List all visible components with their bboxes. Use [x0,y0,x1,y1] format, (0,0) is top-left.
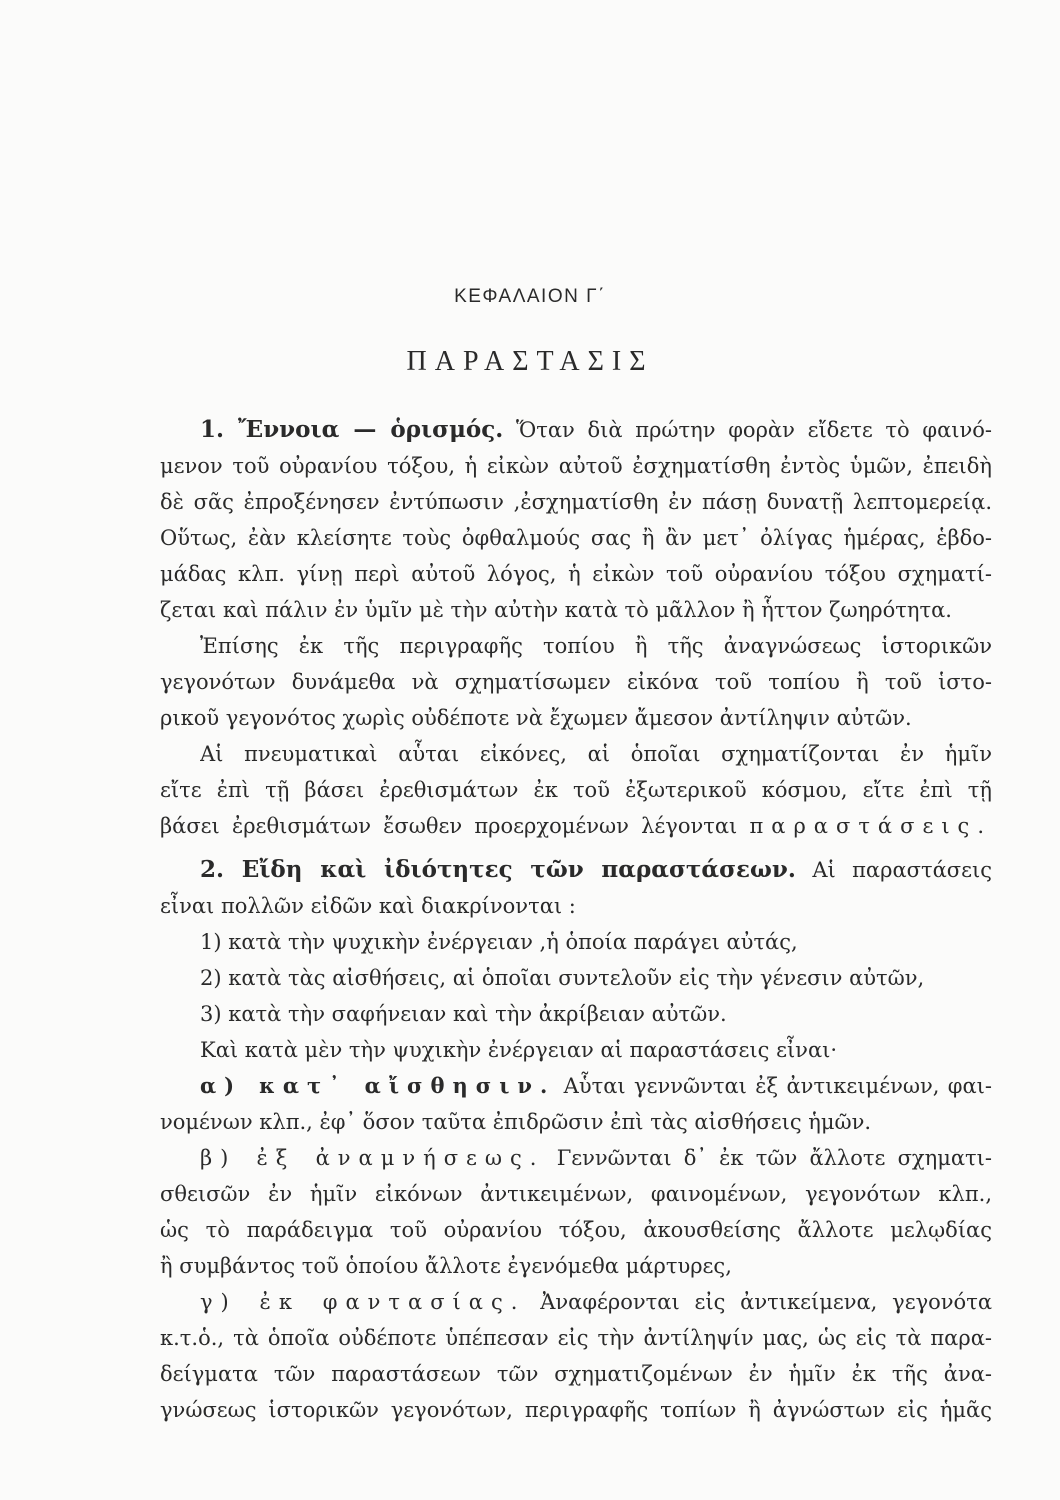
paragraph-line: γ) ἐκ φαντασίας. Ἀναφέρονται εἰς ἀντικείμενα, γεγονότα [200,1290,992,1314]
list-item: 3) κατὰ τὴν σαφήνειαν καὶ τὴν ἀκρίβειαν αὐτῶν. [200,1002,727,1026]
section-heading: 1. Ἔννοια — ὁρισμός. [200,416,504,443]
paragraph-line: σθεισῶν ἐν ἡμῖν εἰκόνων ἀντικειμένων, φαινομένων, γεγονότων κλπ., [160,1182,992,1206]
paragraph-line: δὲ σᾶς ἐπροξένησεν ἐντύπωσιν ,ἐσχηματίσθη ἐν πάσῃ δυνατῇ λεπτομερείᾳ. [160,490,992,514]
paragraph-line: βάσει ἐρεθισμάτων ἔσωθεν προερχομένων λέγονται παραστάσεις. [160,814,992,838]
paragraph-line: νομένων κλπ., ἐφ᾽ ὅσον ταῦτα ἐπιδρῶσιν ἐπὶ τὰς αἰσθήσεις ἡμῶν. [160,1110,872,1134]
term-spaced: β) ἐξ ἀναμνήσεως. [200,1146,545,1170]
paragraph-line: 2. Εἴδη καὶ ἰδιότητες τῶν παραστάσεων. Αἱ παραστάσεις [200,856,992,883]
paragraph-line: Οὕτως, ἐὰν κλείσητε τοὺς ὀφθαλμούς σας ἢ ἂν μετ᾽ ὀλίγας ἡμέρας, ἑβδο- [160,526,992,550]
paragraph-line: 1. Ἔννοια — ὁρισμός. Ὅταν διὰ πρώτην φορὰν εἴδετε τὸ φαινό- [200,416,992,443]
paragraph-line: εἴτε ἐπὶ τῇ βάσει ἐρεθισμάτων ἐκ τοῦ ἐξωτερικοῦ κόσμου, εἴτε ἐπὶ τῇ [160,778,992,802]
list-item: 1) κατὰ τὴν ψυχικὴν ἐνέργειαν ,ἡ ὁποία παράγει αὐτάς, [200,930,798,954]
paragraph-line: δείγματα τῶν παραστάσεων τῶν σχηματιζομένων ἐν ἡμῖν ἐκ τῆς ἀνα- [160,1362,992,1386]
paragraph-line: ζεται καὶ πάλιν ἐν ὑμῖν μὲ τὴν αὐτὴν κατὰ τὸ μᾶλλον ἢ ἧττον ζωηρότητα. [160,598,952,622]
term-spaced: γ) ἐκ φαντασίας. [200,1290,526,1314]
chapter-heading: ΚΕΦΑΛΑΙΟΝ Γ΄ [454,286,606,307]
paragraph-line: Καὶ κατὰ μὲν τὴν ψυχικὴν ἐνέργειαν αἱ παραστάσεις εἶναι· [200,1038,838,1062]
chapter-title: ΠΑΡΑΣΤΑΣΙΣ [406,346,654,377]
paragraph-line: β) ἐξ ἀναμνήσεως. Γεννῶνται δ᾽ ἐκ τῶν ἄλλοτε σχηματι- [200,1146,992,1170]
list-item: 2) κατὰ τὰς αἰσθήσεις, αἱ ὁποῖαι συντελοῦν εἰς τὴν γένεσιν αὐτῶν, [200,966,925,990]
paragraph-line: μάδας κλπ. γίνῃ περὶ αὐτοῦ λόγος, ἡ εἰκὼν τοῦ οὐρανίου τόξου σχηματί- [160,562,992,586]
paragraph-line: γνώσεως ἱστορικῶν γεγονότων, περιγραφῆς τοπίων ἢ ἀγνώστων εἰς ἡμᾶς [160,1398,992,1422]
paragraph-line: α) κατ᾽ αἴσθησιν. Αὗται γεννῶνται ἐξ ἀντικειμένων, φαι- [200,1073,992,1098]
paragraph-line: ρικοῦ γεγονότος χωρὶς οὐδέποτε νὰ ἔχωμεν ἄμεσον ἀντίληψιν αὐτῶν. [160,706,912,730]
paragraph-line: Ἐπίσης ἐκ τῆς περιγραφῆς τοπίου ἢ τῆς ἀναγνώσεως ἱστορικῶν [200,634,992,658]
section-heading: 2. Εἴδη καὶ ἰδιότητες τῶν παραστάσεων. [200,856,796,883]
paragraph-line: ὡς τὸ παράδειγμα τοῦ οὐρανίου τόξου, ἀκουσθείσης ἄλλοτε μελῳδίας [160,1218,992,1242]
paragraph-line: κ.τ.ὁ., τὰ ὁποῖα οὐδέποτε ὑπέπεσαν εἰς τὴν ἀντίληψίν μας, ὡς εἰς τὰ παρα- [160,1326,992,1350]
paragraph-line: Αἱ πνευματικαὶ αὗται εἰκόνες, αἱ ὁποῖαι σχηματίζονται ἐν ἡμῖν [200,742,992,766]
paragraph-line: εἶναι πολλῶν εἰδῶν καὶ διακρίνονται : [160,894,576,918]
term-spaced: παραστάσεις. [749,814,992,838]
paragraph-line: μενον τοῦ οὐρανίου τόξου, ἡ εἰκὼν αὐτοῦ ἐσχηματίσθη ἐντὸς ὑμῶν, ἐπειδὴ [160,454,992,478]
paragraph-line: ἢ συμβάντος τοῦ ὁποίου ἄλλοτε ἐγενόμεθα μάρτυρες, [160,1254,732,1278]
term-spaced: α) κατ᾽ αἴσθησιν. [200,1073,556,1098]
paragraph-line: γεγονότων δυνάμεθα νὰ σχηματίσωμεν εἰκόνα τοῦ τοπίου ἢ τοῦ ἱστο- [160,670,992,694]
